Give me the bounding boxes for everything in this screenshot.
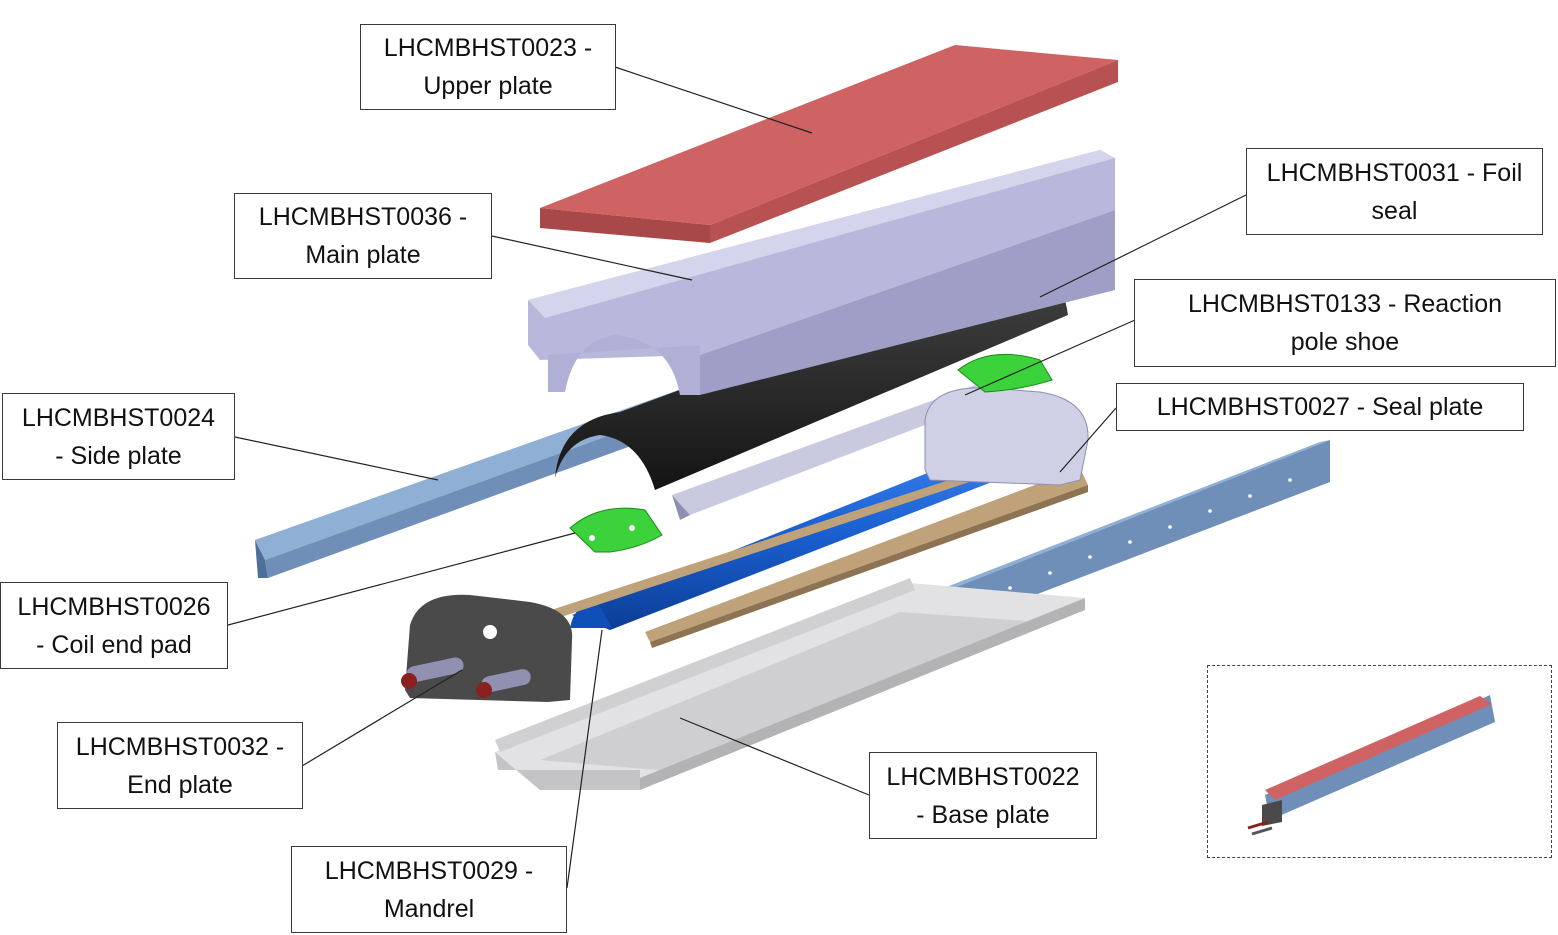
- label-side-plate-code: LHCMBHST0024: [21, 403, 216, 432]
- leader-upper-plate: [615, 67, 812, 133]
- end-plate-right: [925, 388, 1088, 485]
- label-pole-shoe-name: pole shoe: [1290, 328, 1400, 356]
- label-end-plate-name: End plate: [127, 770, 233, 799]
- label-foil-seal-code: LHCMBHST0031 - Foil: [1266, 158, 1523, 187]
- end-plate-left: [401, 595, 572, 702]
- label-main-plate: [234, 193, 492, 279]
- label-side-plate: [2, 393, 235, 480]
- label-upper-plate: [360, 24, 616, 110]
- label-base-plate: [869, 752, 1097, 839]
- label-foil-seal: [1246, 148, 1543, 235]
- label-upper-plate-name: Upper plate: [423, 72, 553, 100]
- label-seal-plate-code: LHCMBHST0027 - Seal plate: [1156, 393, 1484, 421]
- label-coil-end-pad-code: LHCMBHST0026: [17, 592, 211, 621]
- label-coil-end-pad: [0, 582, 228, 669]
- label-reaction-pole-shoe: [1134, 279, 1556, 367]
- label-side-plate-name: - Side plate: [55, 441, 182, 470]
- label-base-plate-code: LHCMBHST0022: [886, 762, 1080, 791]
- leader-main-plate: [492, 236, 692, 280]
- label-pole-shoe-code: LHCMBHST0133 - Reaction: [1187, 290, 1502, 318]
- inset-frame: [1207, 665, 1552, 858]
- label-mandrel-name: Mandrel: [383, 894, 475, 923]
- label-main-plate-code: LHCMBHST0036 -: [258, 203, 468, 231]
- label-foil-seal-name: seal: [1371, 196, 1418, 225]
- coil-end-pad-bottom: [570, 508, 662, 552]
- label-mandrel: [291, 846, 567, 933]
- label-base-plate-name: - Base plate: [916, 800, 1050, 829]
- label-end-plate: [57, 722, 303, 809]
- label-coil-end-pad-name: - Coil end pad: [36, 630, 192, 659]
- leader-side-plate: [235, 437, 438, 480]
- label-seal-plate: [1116, 383, 1524, 431]
- label-main-plate-name: Main plate: [305, 241, 421, 269]
- leader-end-plate: [302, 670, 462, 766]
- label-end-plate-code: LHCMBHST0032 -: [75, 732, 285, 761]
- label-mandrel-code: LHCMBHST0029 -: [324, 856, 534, 885]
- label-upper-plate-code: LHCMBHST0023 -: [383, 34, 593, 62]
